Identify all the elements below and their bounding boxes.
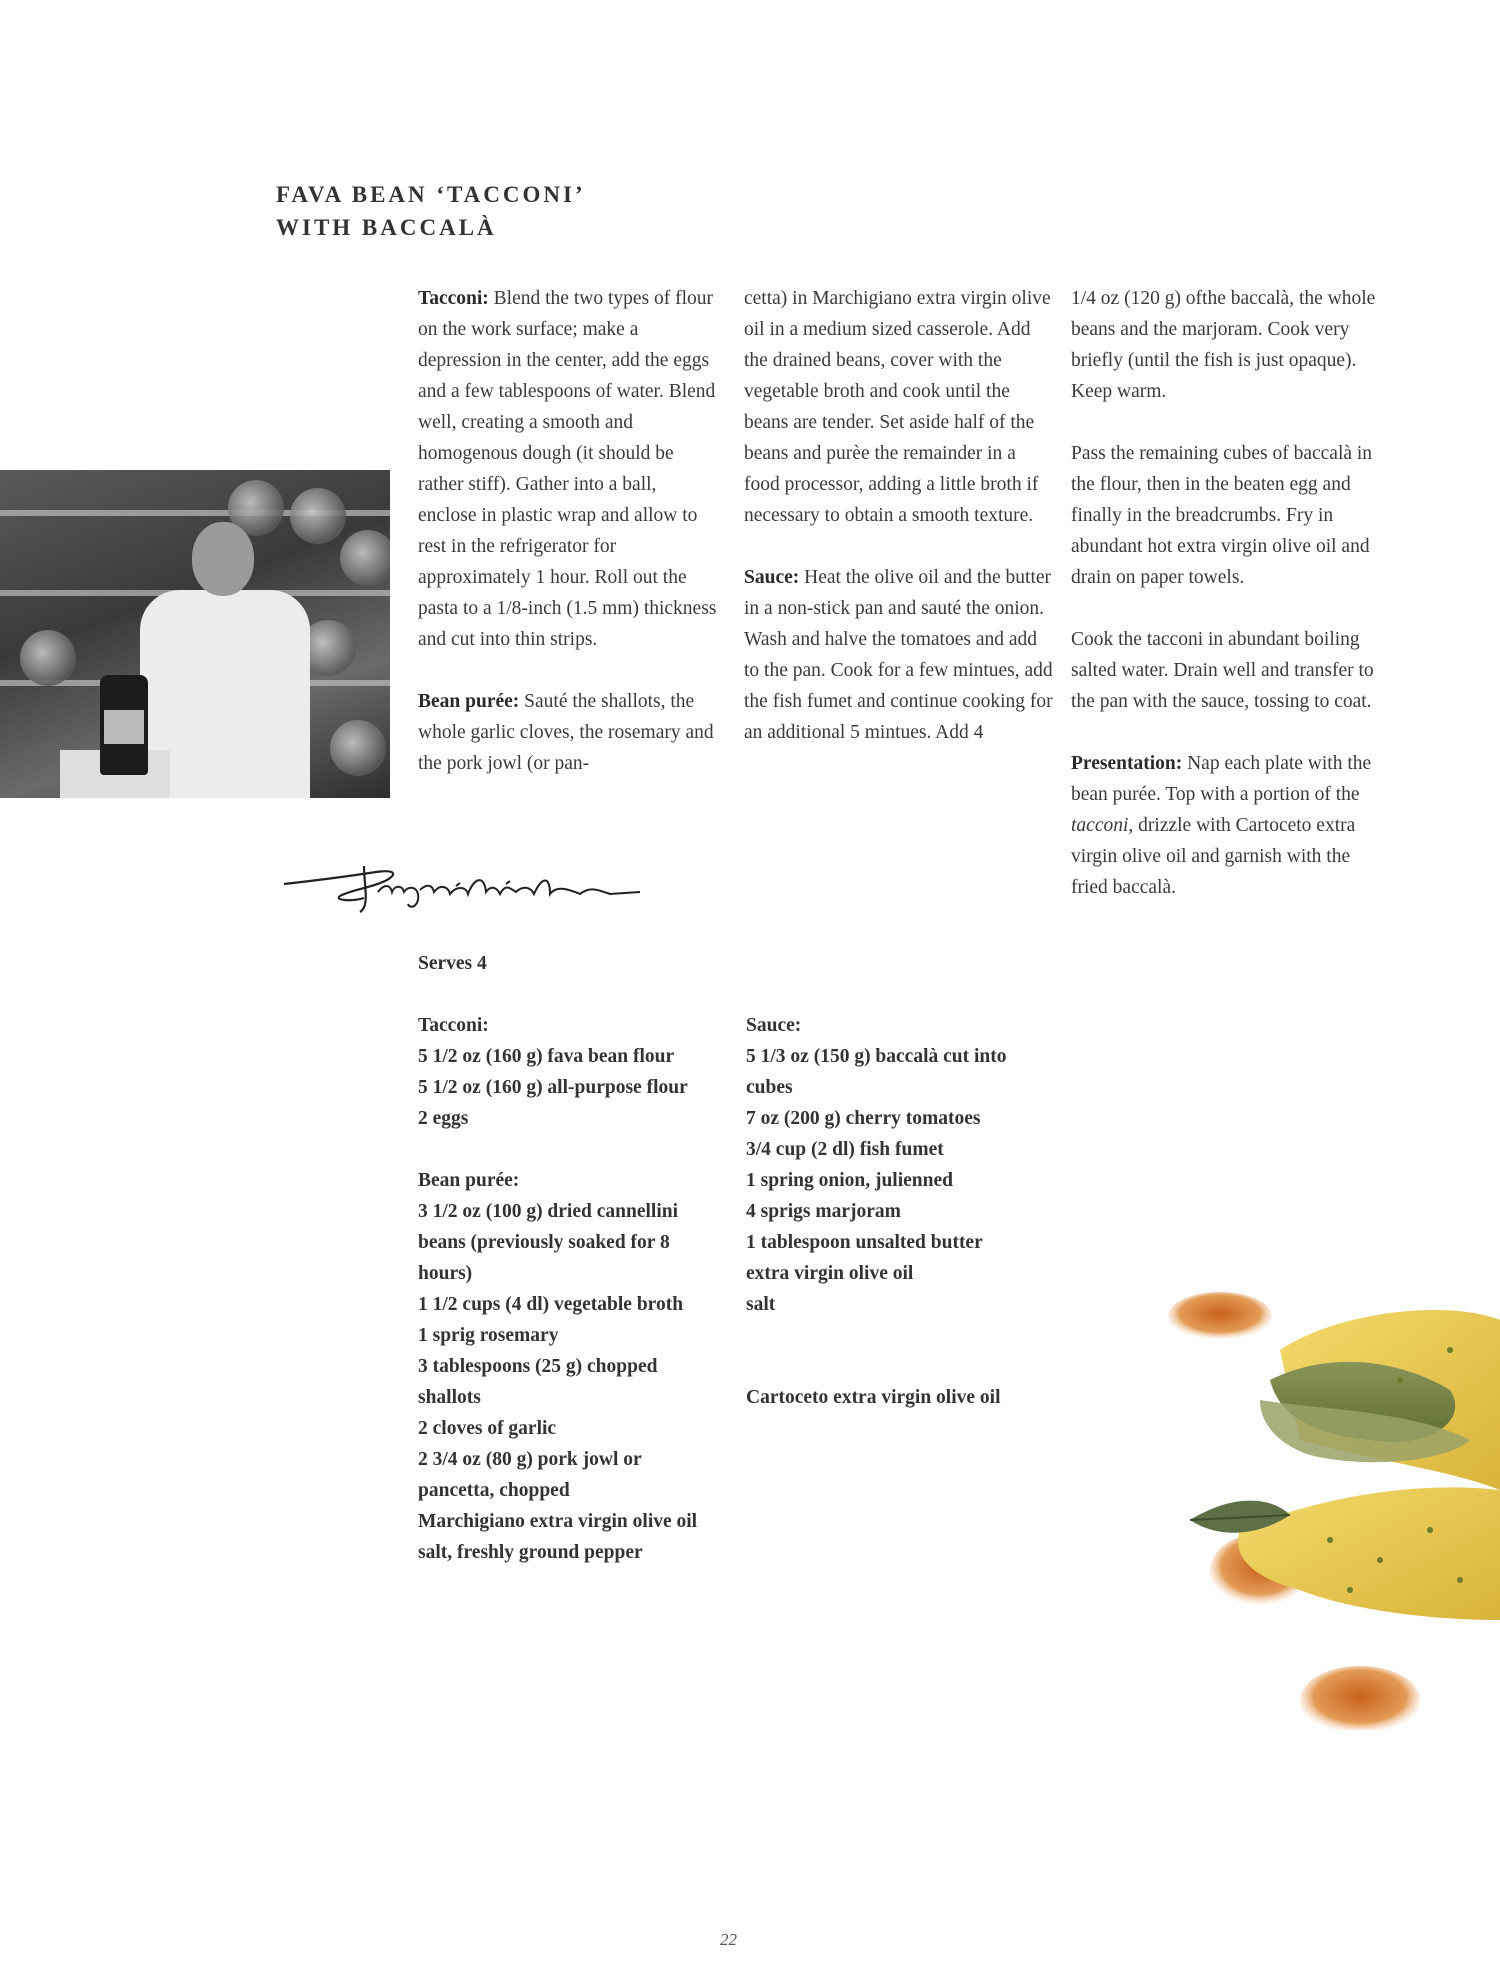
chef-photo — [0, 470, 390, 798]
bean-puree-continued: cetta) in Marchigiano extra virgin olive oil in a medium sized casserole. Add the drained beans, cover with the vegetable broth and cook until the beans are tender. Set aside half of the beans and purèe the remainder in a food processor, adding a little broth if necessary to obtain a smooth texture. — [744, 288, 1051, 526]
method-column-1 — [418, 283, 718, 810]
sauce-ingredients-heading: Sauce: — [746, 1015, 802, 1036]
food-photo — [1150, 1290, 1500, 1730]
recipe-title — [276, 178, 586, 244]
page-number: 22 — [720, 1930, 737, 1949]
tacconi-lead: Tacconi: — [418, 288, 489, 309]
sauce-lead: Sauce: — [744, 567, 800, 588]
presentation-lead: Presentation: — [1071, 753, 1183, 774]
sauce-ingredients — [746, 1010, 1056, 1320]
ingredient-item: 2 eggs — [418, 1108, 469, 1129]
ingredient-item: 4 sprigs marjoram — [746, 1201, 901, 1222]
finishing-oil: Cartoceto extra virgin olive oil — [746, 1387, 1001, 1408]
bean-puree-lead: Bean purée: — [418, 691, 520, 712]
presentation-text-a: Nap each plate with the bean purée. Top with a portion of the — [1071, 753, 1372, 805]
ingredient-item: 7 oz (200 g) cherry tomatoes — [746, 1108, 981, 1129]
ingredient-item: 3 tablespoons (25 g) chopped shallots — [418, 1356, 658, 1408]
method-paragraph-3: Cook the tacconi in abundant boiling salted water. Drain well and transfer to the pan with the sauce, tossing to coat. — [1071, 629, 1374, 712]
ingredients-left-column — [418, 948, 718, 1568]
tacconi-ingredients-heading: Tacconi: — [418, 1015, 489, 1036]
tacconi-text: Blend the two types of flour on the work surface; make a depression in the center, add the eggs and a few tablespoons of water. Blend well, creating a smooth and homogenous dough (it should be rather stiff). Gather into a ball, enclose in plastic wrap and allow to rest in the refrigerator for approximately 1 hour. Roll out the pasta to a 1/8-inch (1.5 mm) thickness and cut into thin strips. — [418, 288, 717, 650]
ingredient-item: 5 1/2 oz (160 g) all-purpose flour — [418, 1077, 688, 1098]
ingredient-item: salt — [746, 1294, 776, 1315]
method-column-2 — [744, 283, 1054, 779]
bean-puree-ingredients-heading: Bean purée: — [418, 1170, 520, 1191]
ingredients-script-heading — [280, 846, 660, 916]
ingredient-item: 1 sprig rosemary — [418, 1325, 559, 1346]
serves-count: Serves 4 — [418, 953, 487, 974]
method-column-3 — [1071, 283, 1381, 934]
ingredient-item: extra virgin olive oil — [746, 1263, 914, 1284]
ingredient-item: 1 1/2 cups (4 dl) vegetable broth — [418, 1294, 684, 1315]
ingredient-item: 2 3/4 oz (80 g) pork jowl or pancetta, chopped — [418, 1449, 642, 1501]
presentation-text-b: , drizzle with Cartoceto extra virgin olive oil and garnish with the fried baccalà. — [1071, 815, 1356, 898]
ingredient-item: Marchigiano extra virgin olive oil — [418, 1511, 698, 1532]
ingredient-item: salt, freshly ground pepper — [418, 1542, 643, 1563]
ingredient-item: 1 tablespoon unsalted butter — [746, 1232, 983, 1253]
recipe-title-line-1: FAVA BEAN ‘TACCONI’ — [276, 182, 586, 207]
presentation-paragraph — [1071, 748, 1381, 903]
ingredient-item: 3/4 cup (2 dl) fish fumet — [746, 1139, 944, 1160]
ingredients-right-column — [746, 1010, 1056, 1413]
method-paragraph-1: 1/4 oz (120 g) ofthe baccalà, the whole beans and the marjoram. Cook very briefly (until the fish is just opaque). Keep warm. — [1071, 288, 1376, 402]
presentation-italic: tacconi — [1071, 815, 1129, 836]
ingredient-item: 5 1/3 oz (150 g) baccalà cut into cubes — [746, 1046, 1007, 1098]
tacconi-ingredients — [418, 1010, 718, 1134]
bean-puree-text: Sauté the shallots, the whole garlic cloves, the rosemary and the pork jowl (or pan- — [418, 691, 714, 774]
method-paragraph-2: Pass the remaining cubes of baccalà in the flour, then in the beaten egg and finally in the breadcrumbs. Fry in abundant hot extra virgin olive oil and drain on paper towels. — [1071, 443, 1373, 588]
sauce-text: Heat the olive oil and the butter in a non-stick pan and sauté the onion. Wash and halve the tomatoes and add to the pan. Cook for a few mintues, add the fish fumet and continue cooking for an additional 5 mintues. Add 4 — [744, 567, 1053, 743]
bean-puree-paragraph — [418, 686, 718, 779]
sauce-paragraph — [744, 562, 1054, 748]
tacconi-paragraph — [418, 283, 718, 655]
bean-puree-ingredients — [418, 1165, 718, 1568]
ingredient-item: 2 cloves of garlic — [418, 1418, 557, 1439]
ingredient-item: 1 spring onion, julienned — [746, 1170, 953, 1191]
ingredient-item: 3 1/2 oz (100 g) dried cannellini beans (previously soaked for 8 hours) — [418, 1201, 678, 1284]
ingredient-item: 5 1/2 oz (160 g) fava bean flour — [418, 1046, 675, 1067]
recipe-title-line-2: WITH BACCALÀ — [276, 215, 497, 240]
